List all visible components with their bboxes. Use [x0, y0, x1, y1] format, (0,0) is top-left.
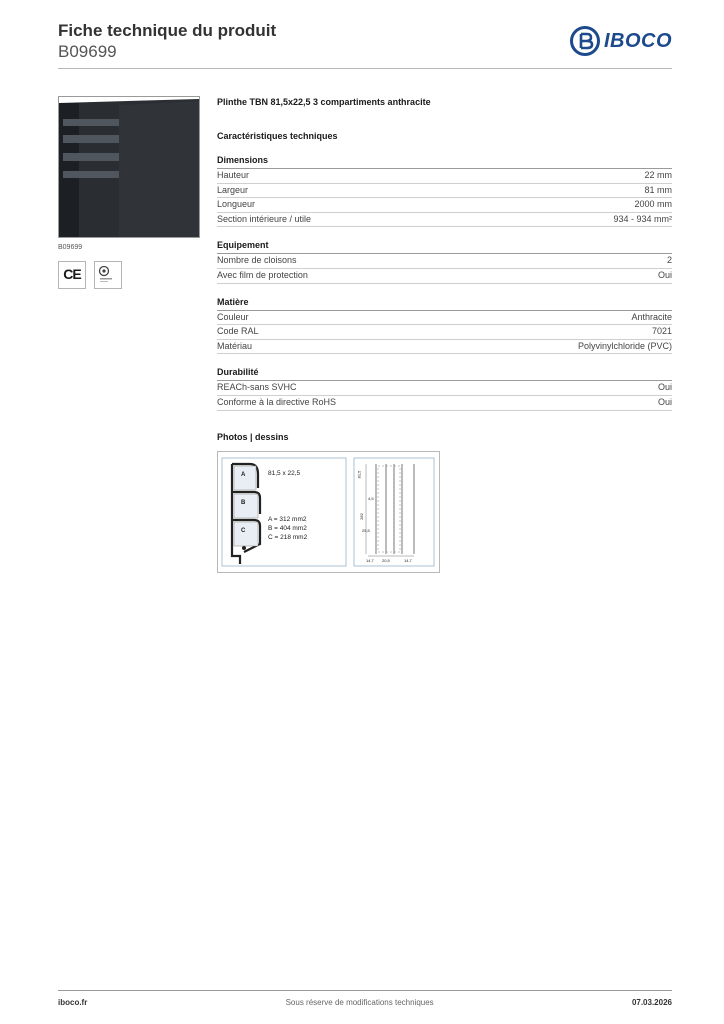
page-title: Fiche technique du produit: [58, 21, 277, 40]
spec-value: Polyvinylchloride (PVC): [577, 340, 672, 351]
specs-heading: Caractéristiques techniques: [217, 131, 338, 141]
spec-value: Oui: [657, 269, 672, 280]
spec-value: 22 mm: [644, 170, 672, 180]
spec-row: [217, 254, 672, 269]
section-title: Dimensions: [217, 154, 672, 169]
label-compartment-b: B: [241, 499, 246, 506]
footer-date: 07.03.2026: [631, 998, 672, 1007]
spec-row: [217, 198, 672, 213]
spec-row: [217, 169, 672, 184]
spec-row: [217, 184, 672, 199]
spec-label: Hauteur: [217, 170, 250, 180]
spec-label: Code RAL: [217, 326, 259, 337]
left-column: [58, 96, 200, 289]
spec-row: [217, 325, 672, 340]
page-footer: [58, 998, 672, 1007]
spec-value: 7021: [651, 326, 672, 337]
logo-mark-icon: [570, 26, 600, 56]
image-code: B09699: [58, 244, 83, 251]
header-divider: [58, 68, 672, 69]
dim-bottom-1: 14,7: [366, 557, 374, 563]
spec-row: [217, 311, 672, 326]
spec-value: 81 mm: [644, 184, 672, 195]
dim-mid: 4,5: [368, 495, 374, 501]
spec-label: Longueur: [217, 199, 256, 210]
section-durabilite: [217, 366, 672, 410]
ce-mark-icon: [58, 261, 86, 289]
spec-value: Anthracite: [631, 311, 672, 322]
label-compartment-a: A: [241, 471, 246, 478]
spec-label: Largeur: [217, 184, 249, 195]
spec-value: 2: [666, 255, 672, 266]
dim-side: 25,5: [362, 527, 370, 533]
dim-top: 81,5: [356, 470, 362, 478]
spec-label: Matériau: [217, 340, 253, 351]
dim-bottom-3: 14,7: [404, 557, 412, 563]
dim-height: 282: [358, 512, 364, 520]
spec-row: [217, 381, 672, 396]
spec-value: Oui: [657, 382, 672, 393]
section-equipement: [217, 239, 672, 283]
footer-divider: [58, 990, 672, 991]
profile-size: 81,5 x 22,5: [268, 469, 301, 477]
section-matiere: [217, 296, 672, 355]
ce-mark-label: CE: [63, 266, 81, 282]
spec-label: Couleur: [217, 311, 249, 322]
page-header: [58, 20, 672, 68]
spec-row: [217, 269, 672, 284]
product-image: [58, 96, 200, 238]
iboco-logo: [570, 26, 672, 56]
area-a: A = 312 mm2: [268, 515, 307, 523]
section-title: Durabilité: [217, 366, 672, 381]
area-b: B = 404 mm2: [268, 524, 307, 532]
photos-heading: Photos | dessins: [217, 431, 289, 442]
section-dimensions: [217, 154, 672, 227]
spec-value: Oui: [657, 396, 672, 407]
area-c: C = 218 mm2: [268, 533, 308, 541]
dim-bottom-2: 20,5: [382, 557, 390, 563]
product-code: B09699: [58, 42, 117, 61]
section-title: Equipement: [217, 239, 672, 254]
footer-note: Sous réserve de modifications techniques: [285, 998, 434, 1007]
label-compartment-c: C: [241, 527, 246, 534]
spec-label: Nombre de cloisons: [217, 255, 297, 266]
spec-label: Section intérieure / utile: [217, 213, 312, 224]
spec-label: Avec film de protection: [217, 269, 308, 280]
footer-website: iboco.fr: [58, 998, 88, 1007]
product-title: Plinthe TBN 81,5x22,5 3 compartiments anthracite: [217, 97, 431, 107]
logo-text: IBOCO: [603, 29, 672, 52]
spec-label: REACh-sans SVHC: [217, 382, 297, 393]
certification-seal-icon: [94, 261, 122, 289]
spec-label: Conforme à la directive RoHS: [217, 396, 337, 407]
main-content: [217, 96, 672, 573]
spec-value: 934 - 934 mm²: [613, 213, 672, 224]
technical-drawing: [217, 451, 440, 573]
section-title: Matière: [217, 296, 672, 311]
spec-row: [217, 340, 672, 355]
spec-value: 2000 mm: [634, 199, 672, 210]
spec-row: [217, 396, 672, 411]
certifications: [58, 261, 200, 289]
spec-row: [217, 213, 672, 228]
